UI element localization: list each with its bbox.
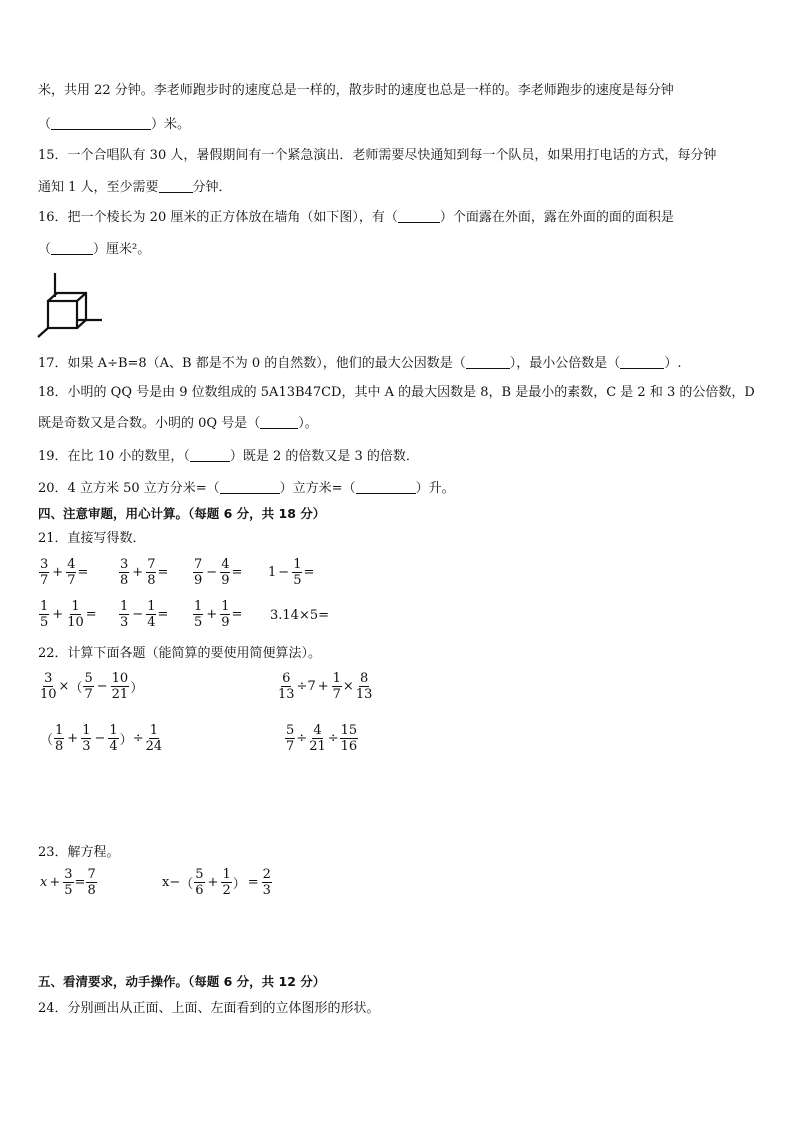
- expr-1: $\frac{3}{7}$ + $\frac{4}{7}$ =: [40, 557, 89, 588]
- q14-text: 米，共用 22 分钟。李老师跑步时的速度总是一样的，散步时的速度也总是一样的。李老师跑步的速度是每分钟: [38, 83, 674, 98]
- calc-2: $\frac{6}{13}$ ÷ 7 + $\frac{1}{7}$ × $\frac{8}{13}$: [278, 671, 373, 702]
- q17-text: 17．如果 A÷B=8（A、B 都是不为 0 的自然数），他们的最大公因数是（ ），最小公倍数是（ ）.: [38, 356, 682, 371]
- q16-text: 16．把一个棱长为 20 厘米的正方体放在墙角（如下图），有（ ）个面露在外面，露在外面的面的面积是: [38, 210, 674, 225]
- calc-3: （ $\frac{1}{8}$ + $\frac{1}{3}$ − $\frac{1}{4}$ ） ÷ $\frac{1}{24}$: [40, 723, 163, 754]
- expr-8: 3.14×5=: [270, 608, 330, 623]
- section-heading: 四、注意审题，用心计算。（每题 6 分，共 18 分）: [38, 506, 326, 521]
- calc-1: $\frac{3}{10}$ × （ $\frac{5}{7}$ − $\frac{10}{21}$ ）: [40, 671, 144, 702]
- q18-text-2: 既是奇数又是合数。小明的 0Q 号是（ ）。: [38, 416, 318, 431]
- answer-blank[interactable]: [51, 115, 151, 130]
- answer-blank[interactable]: [260, 414, 298, 429]
- equation-1: x + $\frac{3}{5}$ = $\frac{7}{8}$: [40, 867, 96, 898]
- q21-text: 21．直接写得数．: [38, 531, 146, 546]
- q14-answer: （ ）米。: [38, 117, 191, 132]
- q15-text-2: 通知 1 人，至少需要 分钟．: [38, 180, 232, 195]
- q24-text: 24．分别画出从正面、上面、左面看到的立体图形的形状。: [38, 1001, 380, 1016]
- answer-blank[interactable]: [190, 447, 230, 462]
- expr-7: $\frac{1}{5}$ + $\frac{1}{9}$ =: [194, 599, 243, 630]
- section-heading: 五、看清要求，动手操作。（每题 6 分，共 12 分）: [38, 974, 326, 989]
- q15-text: 15．一个合唱队有 30 人，暑假期间有一个紧急演出．老师需要尽快通知到每一个队员，如果用打电话的方式，每分钟: [38, 148, 717, 163]
- expr-5: $\frac{1}{5}$ + $\frac{1}{10}$ =: [40, 599, 97, 630]
- q20-text: 20．4 立方米 50 立方分米=（ ）立方米=（ ）升。: [38, 481, 455, 496]
- cube-corner-figure: [36, 271, 108, 339]
- answer-blank[interactable]: [356, 479, 416, 494]
- calc-4: $\frac{5}{7}$ ÷ $\frac{4}{21}$ ÷ $\frac{15}{16}$: [286, 723, 358, 754]
- q23-text: 23．解方程。: [38, 845, 120, 860]
- q16-text-2: （ ）厘米²。: [38, 242, 151, 257]
- expr-4: 1 − $\frac{1}{5}$ =: [268, 557, 315, 588]
- q18-text: 18．小明的 QQ 号是由 9 位数组成的 5A13B47CD，其中 A 的最大因数是 8，B 是最小的素数，C 是 2 和 3 的公倍数，D: [38, 385, 755, 400]
- q22-text: 22．计算下面各题（能简算的要使用简便算法）。: [38, 646, 322, 661]
- expr-3: $\frac{7}{9}$ − $\frac{4}{9}$ =: [194, 557, 243, 588]
- answer-blank[interactable]: [466, 354, 510, 369]
- equation-2: x− （ $\frac{5}{6}$ + $\frac{1}{2}$ ） = $\frac{2}{3}$: [162, 867, 271, 898]
- expr-2: $\frac{3}{8}$ + $\frac{7}{8}$ =: [120, 557, 169, 588]
- expr-6: $\frac{1}{3}$ − $\frac{1}{4}$ =: [120, 599, 169, 630]
- answer-blank[interactable]: [51, 240, 93, 255]
- answer-blank[interactable]: [220, 479, 280, 494]
- answer-blank[interactable]: [620, 354, 664, 369]
- answer-blank[interactable]: [398, 208, 440, 223]
- answer-blank[interactable]: [159, 178, 193, 193]
- q19-text: 19．在比 10 小的数里，（ ）既是 2 的倍数又是 3 的倍数．: [38, 449, 419, 464]
